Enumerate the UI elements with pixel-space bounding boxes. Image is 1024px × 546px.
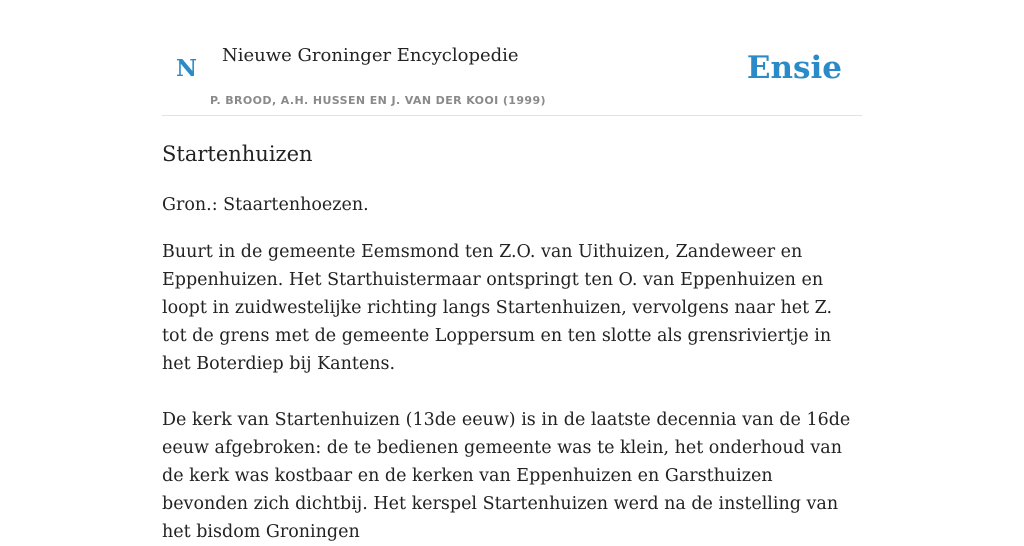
- article-paragraph: Gron.: Staartenhoezen.: [162, 195, 369, 215]
- book-logo-icon[interactable]: N: [176, 55, 198, 82]
- ensie-logo[interactable]: Ensie: [746, 50, 842, 86]
- article-paragraph: Buurt in de gemeente Eemsmond ten Z.O. van Uithuizen, Zandeweer en Eppenhuizen. Het Starthuistermaar ontspringt ten O. van Eppenhuizen en loopt in zuidwestelijke richting langs Startenhuizen, vervolgens naar het Z. tot de grens met de gemeente Loppersum en ten slotte als grensriviertje in het Boterdiep bij Kantens.: [162, 242, 833, 374]
- book-authors: P. BROOD, A.H. HUSSEN EN J. VAN DER KOOI (1999): [210, 94, 546, 107]
- book-title[interactable]: Nieuwe Groninger Encyclopedie: [222, 45, 519, 66]
- article-title: Startenhuizen: [162, 142, 313, 166]
- book-header: [162, 0, 862, 116]
- article-paragraph: De kerk van Startenhuizen (13de eeuw) is in de laatste decennia van de 16de eeuw afgebroken: de te bedienen gemeente was te klein, het onderhoud van de kerk was kostbaar en de kerken van Eppenhuizen en Garsthuizen bevonden zich dichtbij. Het kerspel Startenhuizen werd na de instelling van het bisdom Groningen: [162, 410, 851, 542]
- article: [162, 130, 862, 546]
